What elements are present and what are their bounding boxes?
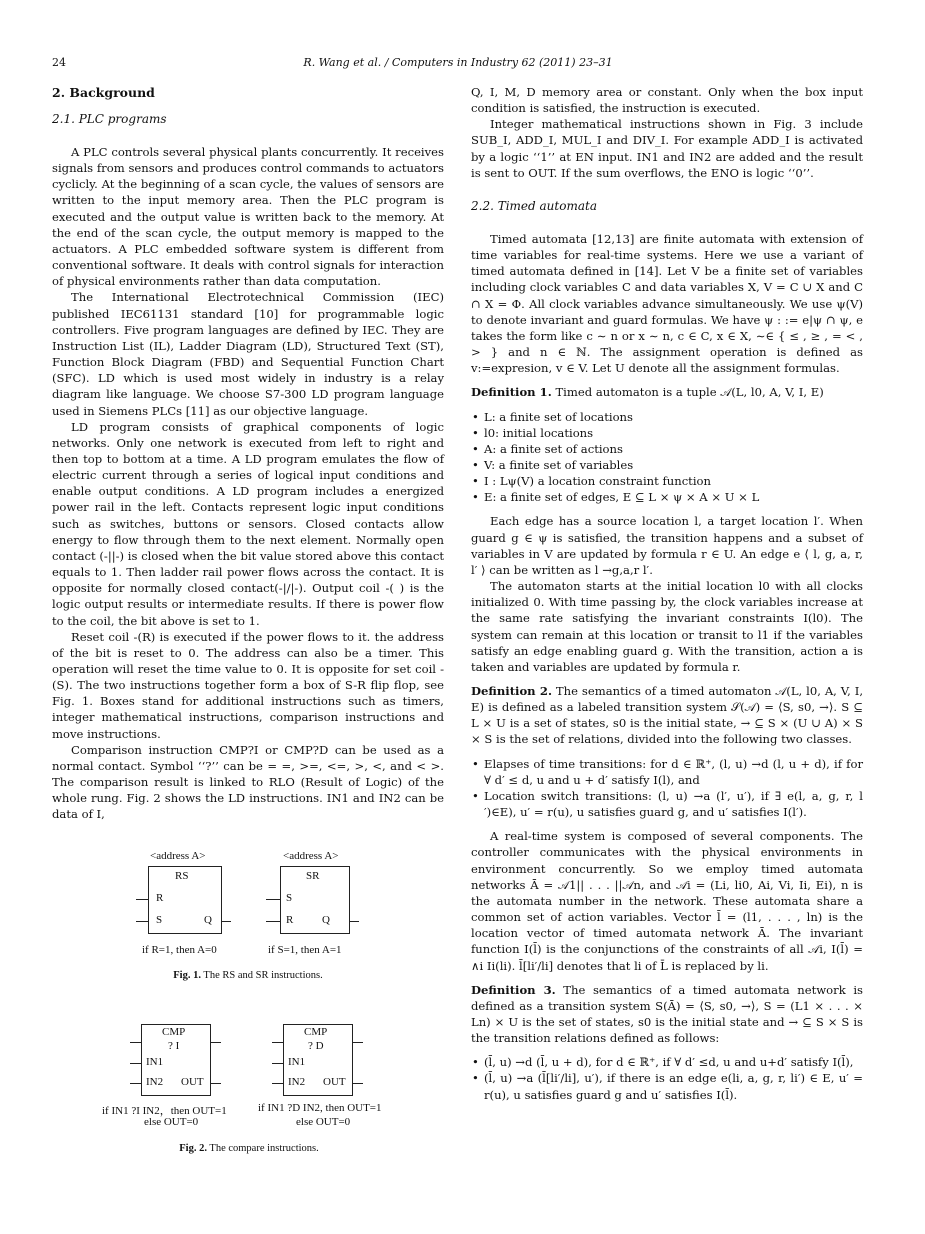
rs-input-s: S xyxy=(156,914,163,926)
paragraph-ld-program: LD program consists of graphical components of logic networks. Only one network is executed from left to right and then top to bottom at a time. A LD program emulates the flow of electric current through a series of logical input conditions and enable output conditions. A LD program includes a energized power rail in the left. Contacts represent logic input conditions such as switches, buttons or sensors. Closed contacts allow energy to flow through them to the next element. Normally open contact (-||-) is closed when the bit value stored above this contact equals to 1. Then ladder rail power flows across the contact. It is opposite for normally closed contact(-|/|-). Output coil -( ) is the logic output results or intermediate results. If there is power flow to the coil, the bit above is set to 1. xyxy=(52,419,444,628)
sr-input-s: S xyxy=(286,892,293,904)
cmp-i-wire-left xyxy=(130,1042,141,1043)
definition-2 xyxy=(471,683,863,748)
definition-1-text: Timed automaton is a tuple 𝒜(L, l0, A, V, I, E) xyxy=(555,385,824,400)
fig2-caption-text: The compare instructions. xyxy=(209,1143,319,1154)
section-title-background: 2. Background xyxy=(52,85,155,100)
definition-3 xyxy=(471,982,863,1047)
cmp-d-out: OUT xyxy=(323,1076,346,1088)
list-item: • E: a finite set of edges, E ⊆ L × ψ × A × U × L xyxy=(471,489,863,505)
subsection-plc-programs: 2.1. PLC programs xyxy=(52,112,167,126)
definition-1-label: Definition 1. xyxy=(471,385,552,400)
definition-1-list xyxy=(471,409,863,506)
cmp-i-wire-in2 xyxy=(130,1083,141,1084)
paragraph-comparison: Comparison instruction CMP?I or CMP?D can be used as a normal contact. Symbol ‘‘?’’ can be = =, >=, <=, >, <, and < >. The comparison result is linked to RLO (Result of Logic) of the whole rung. Fig. 2 shows the LD instructions. IN1 and IN2 can be data of I, xyxy=(52,742,444,822)
cmp-d-in2: IN2 xyxy=(288,1076,306,1088)
cmp-i-in1: IN1 xyxy=(146,1056,164,1068)
paragraph-edge: Each edge has a source location l, a target location l′. When guard g ∈ ψ is satisfied, the transition happens and a subset of variables in V are updated by formula r ∈ U. An edge e ⟨ l, g, a, r, l′ ⟩ can be written as l →g,a,r l′. xyxy=(471,514,863,577)
cmp-i-note-line1: if IN1 ?I IN2，then OUT=1 xyxy=(102,1105,227,1117)
page-number: 24 xyxy=(52,56,66,69)
cmp-i-in2: IN2 xyxy=(146,1076,164,1088)
cmp-d-note-line2: else OUT=0 xyxy=(296,1116,351,1128)
sr-wire-q xyxy=(349,921,359,922)
sr-wire-s xyxy=(266,899,280,900)
cmp-d-title: CMP xyxy=(304,1026,328,1038)
fig2-caption xyxy=(96,1143,402,1154)
rs-input-r: R xyxy=(156,892,164,904)
right-column xyxy=(471,84,863,1103)
cmp-d-subtitle: ? D xyxy=(308,1040,324,1052)
cmp-i-wire-right xyxy=(210,1042,221,1043)
definition-2-label: Definition 2. xyxy=(471,684,552,698)
figure-2 xyxy=(96,1020,406,1160)
sr-input-r: R xyxy=(286,914,294,926)
sr-block-title: SR xyxy=(306,870,320,882)
paragraph-plc-intro: A PLC controls several physical plants concurrently. It receives signals from sensors and produces control commands to actuators cyclicly. At the beginning of a scan cycle, the values of sensors are written to the input memory area. Then the PLC program is executed and the output value is written back to the memory. At the end of the scan cycle, the output memory is mapped to the actuators. A PLC embedded software system is different from conventional software. It deals with control signals for interaction of physical environments rather than data computation. xyxy=(52,145,444,289)
cmp-d-wire-right xyxy=(352,1042,363,1043)
list-item: • l0: initial locations xyxy=(471,425,863,441)
rs-wire-q xyxy=(221,921,231,922)
paragraph-reset-coil: Reset coil -(R) is executed if the power flows to it. the address of the bit is reset to 0. The address can also be a timer. This operation will reset the time value to 0. It is opposite for set coil -(S). The two instructions together form a box of S-R flip flop, see Fig. 1. Boxes stand for additional instructions such as timers, integer mathematical instructions, comparison instructions and move instructions. xyxy=(52,629,444,741)
list-item: • I : Lψ(V) a location constraint function xyxy=(471,473,863,489)
definition-2-text: The semantics of a timed automaton 𝒜(L, l0, A, V, I, E) is defined as a labeled transition system 𝒮(𝒜) = ⟨S, s0, →⟩. S ⊆ L × U is a set of states, s0 is the initial state, → ⊆ S × (U ∪ A) × S × S is the set of relations, divided into the following two classes. xyxy=(471,684,864,747)
fig1-address-label-sr: <address A> xyxy=(283,850,339,862)
rs-wire-r xyxy=(136,899,148,900)
fig1-caption-text: The RS and SR instructions. xyxy=(203,970,323,981)
definition-2-list xyxy=(471,756,863,821)
paragraph-integer-instructions: Integer mathematical instructions shown in Fig. 3 include SUB_I, ADD_I, MUL_I and DIV_I. For example ADD_I is activated by a logic ‘‘1’’ at EN input. IN1 and IN2 are added and the result is sent to OUT. If the sum overflows, the ENO is logic ‘‘0’’. xyxy=(471,117,863,180)
cmp-i-subtitle: ? I xyxy=(168,1040,180,1052)
paragraph-real-time-system: A real-time system is composed of several components. The controller communicates with the physical environments in environment concurrently. So we employ timed automata networks Ā = 𝒜1|| . . . ||𝒜n, and 𝒜i = (Li, li0, Ai, Vi, Ii, Ei), n is the automata number in the network. These automata share a common set of action variables. Vector l̄ = (l1, . . . , ln) is the location vector of timed automata network Ā. The invariant function I(l̄) is the conjunctions of the constraints of all 𝒜i, I(l̄) = ∧i Ii(li). l̄[li′/li] denotes that li of L̄ is replaced by li. xyxy=(471,829,863,973)
cmp-i-wire-in1 xyxy=(130,1063,141,1064)
definition-3-text: The semantics of a timed automata network is defined as a transition system S(Ā) = ⟨S, s0, →⟩, S = (L1 × . . . × Ln) × U is the set of states, s0 is the initial state and → ⊆ S × S is the transition relations defined as follows: xyxy=(471,982,863,1046)
definition-3-label: Definition 3. xyxy=(471,982,556,997)
fig1-address-label-rs: <address A> xyxy=(150,850,206,862)
sr-output-q: Q xyxy=(322,914,330,926)
sr-note: if S=1, then A=1 xyxy=(268,944,342,956)
cmp-d-wire-in2 xyxy=(272,1083,283,1084)
cmp-i-out: OUT xyxy=(181,1076,204,1088)
list-item: • (l̄, u) →d (l̄, u + d), for d ∈ ℝ⁺, if ∀ d′ ≤d, u and u+d′ satisfy I(l̄), xyxy=(471,1054,863,1070)
subsection-timed-automata: 2.2. Timed automata xyxy=(471,198,597,213)
rs-output-q: Q xyxy=(204,914,212,926)
cmp-d-wire-left xyxy=(272,1042,283,1043)
left-column xyxy=(52,84,444,823)
fig2-caption-label: Fig. 2. xyxy=(179,1143,207,1154)
list-item: • L: a finite set of locations xyxy=(471,409,863,425)
cmp-i-title: CMP xyxy=(162,1026,186,1038)
list-item: • Location switch transitions: (l, u) →a (l′, u′), if ∃ e(l, a, g, r, l ′)∈E), u′ = r(u), u satisfies guard g, and u′ satisfies I(l′). xyxy=(471,788,863,820)
rs-block-title: RS xyxy=(175,870,189,882)
journal-citation: R. Wang et al. / Computers in Industry 62 (2011) 23–31 xyxy=(303,56,613,69)
rs-wire-s xyxy=(136,921,148,922)
list-item: • V: a finite set of variables xyxy=(471,457,863,473)
definition-1 xyxy=(471,384,863,400)
paragraph-timed-automata: Timed automata [12,13] are finite automata with extension of time variables for real-time systems. Here we use a variant of timed automata defined in [14]. Let V be a finite set of variables including clock variables C and data variables X, V = C ∪ X and C ∩ X = Φ. All clock variables advance simultaneously. We use ψ(V) to denote invariant and guard formulas. We have ψ : := e|ψ ∩ ψ, e takes the form like c ∼ n or x ∼ n, c ∈ C, x ∈ X, ∼∈ { ≤ , ≥ , = < , > } and n ∈ ℕ. The assignment operation is defined as v:=expresion, v ∈ V. Let U denote all the assignment formulas. xyxy=(471,231,863,376)
cmp-i-wire-out xyxy=(210,1083,221,1084)
list-item: • (l̄, u) →a (l̄[li′/li], u′), if there is an edge e(li, a, g, r, li′) ∈ E, u′ = r(u), u satisfies guard g and u′ satisfies I(l̄). xyxy=(471,1070,863,1102)
definition-3-list xyxy=(471,1054,863,1102)
paragraph-iec: The International Electrotechnical Commission (IEC) published IEC61131 standard [10] for programmable logic controllers. Five program languages are defined by IEC. They are Instruction List (IL), Ladder Diagram (LD), Structured Text (ST), Function Block Diagram (FBD) and Sequential Function Chart (SFC). LD which is used most widely in industry is a relay diagram like language. We choose S7-300 LD program language used in Siemens PLCs [11] as our objective language. xyxy=(52,290,444,418)
fig1-caption xyxy=(100,970,396,981)
paragraph-automaton-start: The automaton starts at the initial location l0 with all clocks initialized 0. With time passing by, the clock variables increase at the same rate satisfying the invariant constraints I(l0). The system can remain at this location or transit to l1 if the variables satisfy an edge enabling guard g. With the transition, action a is taken and variables are updated by formula r. xyxy=(471,579,863,674)
cmp-i-note-line2: else OUT=0 xyxy=(144,1116,199,1128)
figure-1 xyxy=(100,848,400,988)
rs-note: if R=1, then A=0 xyxy=(142,944,217,956)
sr-wire-r xyxy=(266,921,280,922)
list-item: • A: a finite set of actions xyxy=(471,441,863,457)
cmp-d-in1: IN1 xyxy=(288,1056,306,1068)
paragraph-box-condition: Q, I, M, D memory area or constant. Only when the box input condition is satisfied, the instruction is executed. xyxy=(471,85,863,116)
list-item: • Elapses of time transitions: for d ∈ ℝ⁺, (l, u) →d (l, u + d), if for ∀ d′ ≤ d, u and u + d′ satisfy I(l), and xyxy=(471,756,863,788)
fig1-caption-label: Fig. 1. xyxy=(173,970,201,981)
cmp-d-note-line1: if IN1 ?D IN2, then OUT=1 xyxy=(258,1102,382,1114)
cmp-d-wire-out xyxy=(352,1083,363,1084)
cmp-d-wire-in1 xyxy=(272,1063,283,1064)
running-header xyxy=(52,56,864,70)
